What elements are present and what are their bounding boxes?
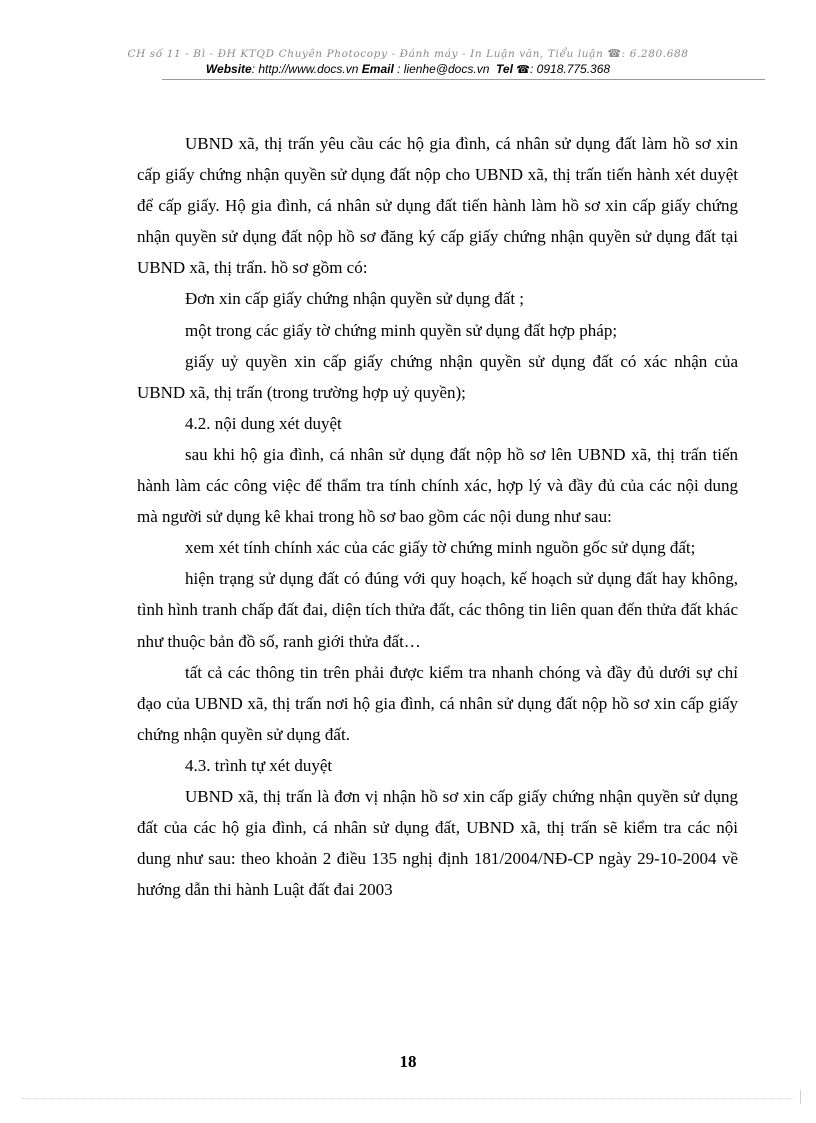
- paragraph-list-item: giấy uỷ quyền xin cấp giấy chứng nhận quyền sử dụng đất có xác nhận của UBND xã, thị trấn (trong trường hợp uỷ quyền);: [137, 351, 738, 402]
- footer-divider: [22, 1098, 794, 1099]
- tel-label: Tel: [496, 62, 513, 76]
- telephone-icon: ☎: [516, 64, 530, 76]
- header-shop-text: CH số 11 - Bì - ĐH KTQD Chuyên Photocopy - Đánh máy - In Luận văn, Tiểu luận: [127, 48, 604, 60]
- paragraph-list-item: Đơn xin cấp giấy chứng nhận quyền sử dụng đất ;: [185, 289, 525, 309]
- paragraph: sau khi hộ gia đình, cá nhân sử dụng đất nộp hồ sơ lên UBND xã, thị trấn tiến hành làm các công việc để thẩm tra tính chính xác, hợp lý và đầy đủ của các nội dung mà người sử dụng kê khai trong hồ sơ bao gồm các nội dung như sau:: [137, 444, 738, 527]
- header-shop-line: [0, 46, 816, 62]
- page-number: 18: [399, 1052, 417, 1071]
- paragraph: UBND xã, thị trấn là đơn vị nhận hồ sơ xin cấp giấy chứng nhận quyền sử dụng đất của các hộ gia đình, cá nhân sử dụng đất, UBND xã, thị trấn sẽ kiểm tra các nội dung như sau: theo khoản 2 điều 135 nghị định 181/2004/NĐ-CP ngày 29-10-2004 về hướng dẫn thi hành Luật đất đai 2003: [137, 786, 738, 900]
- paragraph-list-item: xem xét tính chính xác của các giấy tờ chứng minh nguồn gốc sử dụng đất;: [185, 538, 696, 558]
- header-shop-phone: : 6.280.688: [621, 48, 689, 60]
- paragraph-list-item: một trong các giấy tờ chứng minh quyền sử dụng đất hợp pháp;: [185, 320, 618, 340]
- tel-value: : 0918.775.368: [530, 62, 611, 76]
- website-link[interactable]: : http://www.docs.vn: [251, 62, 359, 76]
- paragraph-intro: UBND xã, thị trấn yêu cầu các hộ gia đình, cá nhân sử dụng đất làm hồ sơ xin cấp giấy chứng nhận quyền sử dụng đất nộp cho UBND xã, thị trấn tiến hành xét duyệt để cấp giấy. Hộ gia đình, cá nhân sử dụng đất tiến hành làm hồ sơ xin cấp giấy chứng nhận quyền sử dụng đất nộp hồ sơ đăng ký cấp giấy chứng nhận quyền sử dụng đất tại UBND xã, thị trấn. hồ sơ gồm có:: [137, 134, 738, 278]
- phone-icon: ☎: [607, 47, 622, 60]
- section-heading: 4.2. nội dung xét duyệt: [185, 413, 342, 433]
- section-heading: 4.3. trình tự xét duyệt: [185, 755, 333, 775]
- email-label: Email: [361, 62, 394, 76]
- document-body: [137, 128, 738, 905]
- email-link[interactable]: : lienhe@docs.vn: [393, 62, 490, 76]
- header-contact-line: [0, 62, 816, 78]
- paragraph: tất cả các thông tin trên phải được kiểm tra nhanh chóng và đầy đủ dưới sự chỉ đạo của UBND xã, thị trấn nơi hộ gia đình, cá nhân sử dụng đất nộp hồ sơ xin cấp giấy chứng nhận quyền sử dụng đất.: [137, 662, 738, 744]
- page-header: [0, 46, 816, 78]
- paragraph-list-item: hiện trạng sử dụng đất có đúng với quy hoạch, kế hoạch sử dụng đất hay không, tình hình tranh chấp đất đai, diện tích thửa đất, các thông tin liên quan đến thửa đất khác như thuộc bản đồ số, ranh giới thửa đất…: [137, 569, 738, 651]
- website-label: Website: [205, 62, 252, 76]
- header-divider: [162, 79, 765, 80]
- footer-crop-mark: [800, 1090, 813, 1104]
